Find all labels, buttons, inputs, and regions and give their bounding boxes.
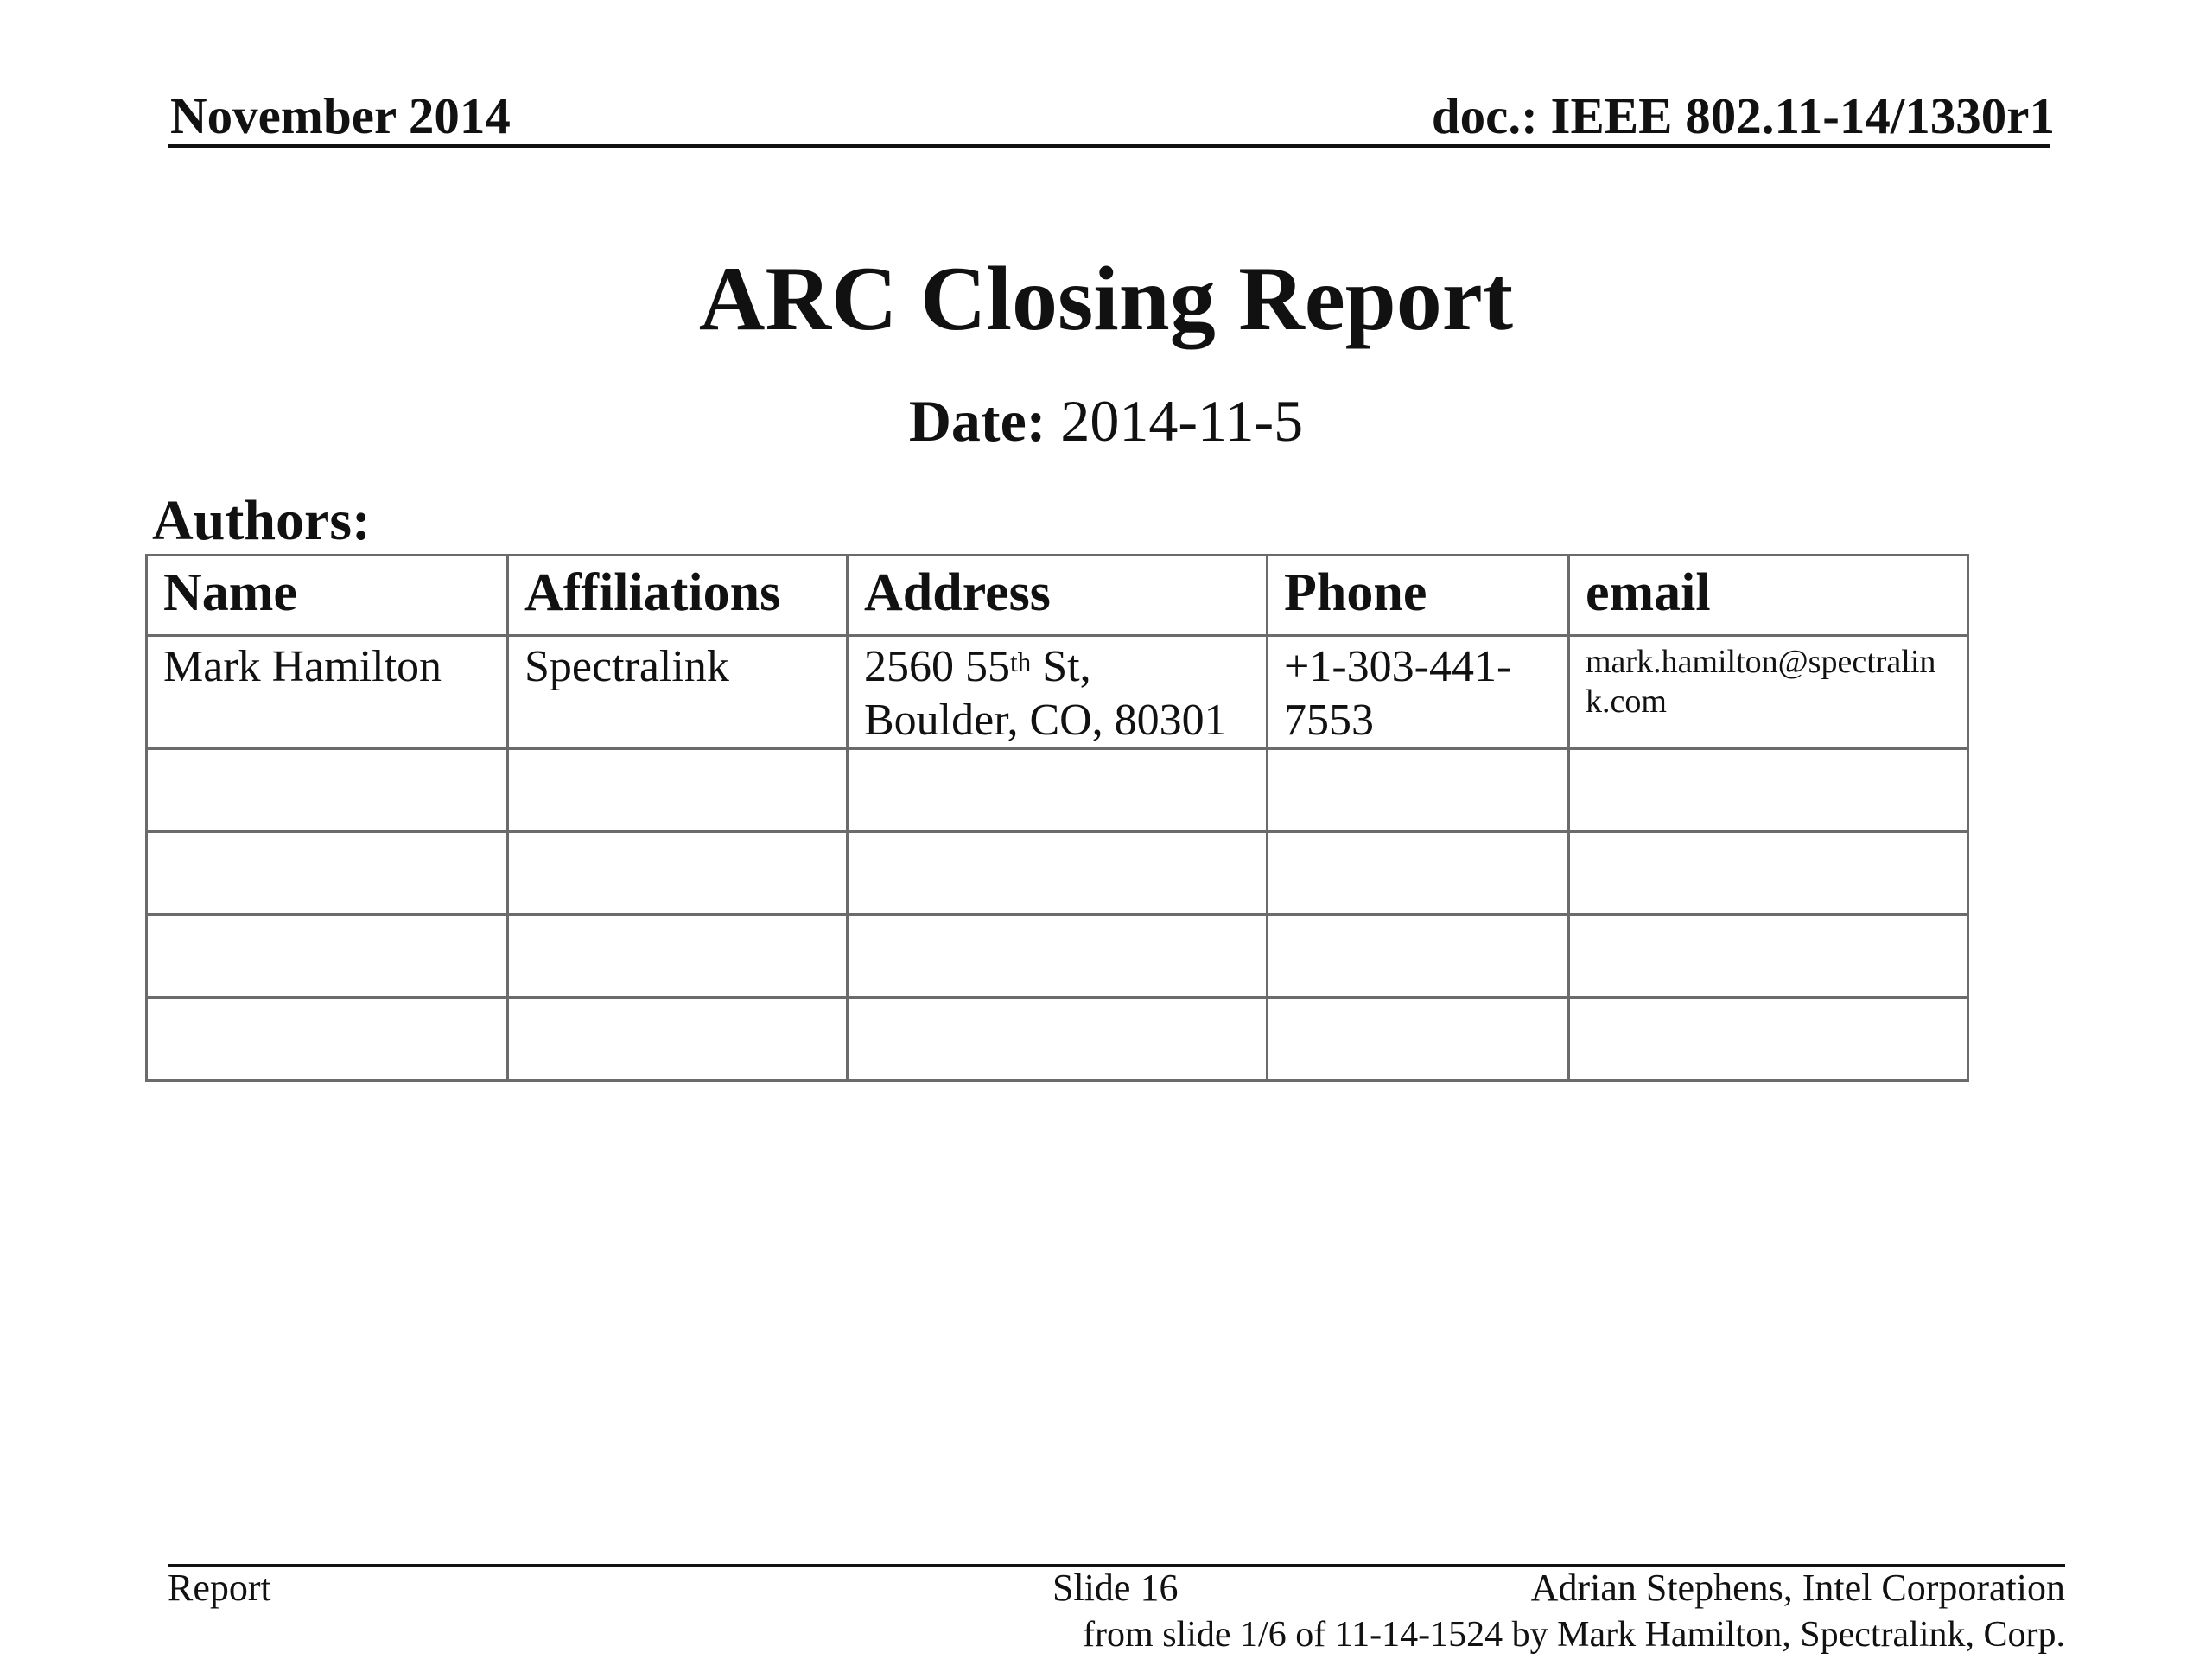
empty-cell: [508, 915, 848, 998]
author-email-cell: mark.hamilton@spectralink.com: [1569, 636, 1968, 749]
address-ordinal-suffix: th: [1010, 647, 1032, 678]
slide-title: ARC Closing Report: [698, 248, 1514, 349]
footer-report-label: Report: [168, 1567, 271, 1609]
footer-slide-number: Slide 16: [1052, 1567, 1179, 1609]
author-address-cell: [848, 636, 1268, 749]
empty-cell: [147, 749, 508, 832]
empty-table-row: [147, 915, 1968, 998]
empty-cell: [508, 832, 848, 915]
empty-table-row: [147, 749, 1968, 832]
header-date: November 2014: [170, 87, 511, 144]
empty-cell: [1268, 749, 1569, 832]
empty-cell: [1569, 749, 1968, 832]
author-phone-cell: [1268, 636, 1569, 749]
column-header-affiliations: Affiliations: [508, 556, 848, 636]
column-header-address: Address: [848, 556, 1268, 636]
date-value: 2014-11-5: [1060, 388, 1304, 454]
header-divider: [168, 144, 2050, 148]
date-label: Date:: [908, 388, 1046, 454]
column-header-phone: Phone: [1268, 556, 1569, 636]
phone-line1: +1-303-441-: [1284, 642, 1512, 691]
address-line1-suffix: St,: [1031, 642, 1091, 691]
empty-cell: [147, 915, 508, 998]
footer-presenter: Adrian Stephens, Intel Corporation: [1530, 1567, 2065, 1609]
empty-cell: [848, 998, 1268, 1081]
empty-cell: [848, 915, 1268, 998]
empty-cell: [1268, 998, 1569, 1081]
header-doc-id: doc.: IEEE 802.11-14/1330r1: [1431, 87, 2055, 144]
empty-cell: [1268, 915, 1569, 998]
date-line: [0, 387, 2212, 455]
footer-source-note: from slide 1/6 of 11-14-1524 by Mark Hamilton, Spectralink, Corp.: [1083, 1615, 2065, 1655]
empty-table-row: [147, 998, 1968, 1081]
empty-cell: [1569, 998, 1968, 1081]
empty-cell: [848, 749, 1268, 832]
empty-cell: [848, 832, 1268, 915]
empty-cell: [1268, 832, 1569, 915]
column-header-name: Name: [147, 556, 508, 636]
table-row: [147, 636, 1968, 749]
authors-heading: Authors:: [152, 489, 372, 552]
empty-cell: [147, 998, 508, 1081]
empty-cell: [508, 998, 848, 1081]
empty-cell: [147, 832, 508, 915]
empty-table-row: [147, 832, 1968, 915]
author-affiliation-cell: Spectralink: [508, 636, 848, 749]
phone-line2: 7553: [1284, 696, 1374, 745]
empty-cell: [508, 749, 848, 832]
author-name-cell: Mark Hamilton: [147, 636, 508, 749]
empty-cell: [1569, 915, 1968, 998]
table-header-row: [147, 556, 1968, 636]
authors-table: [145, 554, 1969, 1082]
address-line2: Boulder, CO, 80301: [864, 696, 1227, 745]
column-header-email: email: [1569, 556, 1968, 636]
address-line1-prefix: 2560 55: [864, 642, 1010, 691]
empty-cell: [1569, 832, 1968, 915]
